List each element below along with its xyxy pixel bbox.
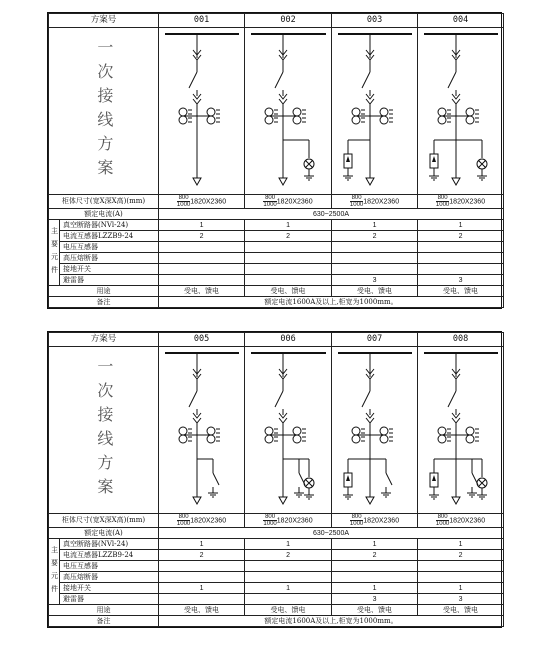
ground-icon xyxy=(477,176,487,180)
current-transformer-symbol xyxy=(466,108,474,116)
outgoing-arrow-symbol xyxy=(193,178,201,185)
component-qty xyxy=(245,253,332,264)
plan-number: 008 xyxy=(418,333,504,347)
component-name: 高压熔断器 xyxy=(60,572,159,583)
plan-number-label: 方案号 xyxy=(49,333,159,347)
component-qty xyxy=(159,275,245,286)
ground-icon xyxy=(304,176,314,180)
component-qty: 2 xyxy=(418,550,504,561)
wiring-diagram xyxy=(332,28,418,195)
outgoing-arrow-symbol xyxy=(366,178,374,185)
ground-icon xyxy=(467,493,477,497)
indicator-lamp-icon xyxy=(479,161,486,168)
component-qty xyxy=(332,242,418,253)
note-label: 备注 xyxy=(49,616,159,627)
current-value: 630~2500A xyxy=(159,528,504,539)
arrester-arrow-icon xyxy=(432,156,436,162)
current-transformer-symbol xyxy=(207,435,215,443)
component-qty xyxy=(418,253,504,264)
component-qty: 3 xyxy=(418,594,504,605)
size-row-label: 柜体尺寸(宽X深X高)(mm) xyxy=(49,514,159,528)
usage-value: 受电、馈电 xyxy=(332,605,418,616)
component-name: 电压互感器 xyxy=(60,242,159,253)
components-label: 主要元件 xyxy=(49,539,60,605)
plan-number: 002 xyxy=(245,14,332,28)
current-transformer-symbol xyxy=(466,116,474,124)
ground-switch-symbol xyxy=(386,473,392,485)
ground-icon xyxy=(477,495,487,499)
current-row-label: 额定电流(A) xyxy=(49,528,159,539)
component-qty: 1 xyxy=(159,539,245,550)
component-qty: 3 xyxy=(418,275,504,286)
ground-icon xyxy=(343,495,353,499)
scheme-sheet-2 xyxy=(47,331,502,628)
current-transformer-symbol xyxy=(265,427,273,435)
component-qty xyxy=(245,242,332,253)
current-transformer-symbol xyxy=(293,435,301,443)
note-value: 额定电流1600A及以上,柜宽为1000mm。 xyxy=(159,297,504,308)
usage-value: 受电、馈电 xyxy=(245,286,332,297)
indicator-lamp-icon xyxy=(479,480,486,487)
wiring-diagram xyxy=(159,347,245,514)
ground-icon xyxy=(429,495,439,499)
usage-value: 受电、馈电 xyxy=(418,605,504,616)
ground-icon xyxy=(304,495,314,499)
wiring-diagram xyxy=(418,347,504,514)
arrester-arrow-icon xyxy=(346,475,350,481)
component-qty xyxy=(159,594,245,605)
usage-label: 用途 xyxy=(49,286,159,297)
component-qty xyxy=(159,264,245,275)
current-transformer-symbol xyxy=(352,108,360,116)
current-transformer-symbol xyxy=(293,427,301,435)
ct-secondary-symbol xyxy=(475,429,479,441)
ground-icon xyxy=(208,493,218,497)
component-qty: 2 xyxy=(418,231,504,242)
component-qty xyxy=(332,264,418,275)
current-transformer-symbol xyxy=(207,116,215,124)
usage-value: 受电、馈电 xyxy=(159,286,245,297)
current-transformer-symbol xyxy=(380,108,388,116)
breaker-symbol xyxy=(275,391,283,407)
ground-icon xyxy=(429,176,439,180)
component-qty: 1 xyxy=(245,220,332,231)
outgoing-arrow-symbol xyxy=(193,497,201,504)
outgoing-arrow-symbol xyxy=(279,497,287,504)
component-qty: 2 xyxy=(332,231,418,242)
note-value: 额定电流1600A及以上,柜宽为1000mm。 xyxy=(159,616,504,627)
current-transformer-symbol xyxy=(179,435,187,443)
ground-icon xyxy=(294,493,304,497)
component-qty xyxy=(332,253,418,264)
wiring-diagram xyxy=(245,347,332,514)
current-transformer-symbol xyxy=(207,108,215,116)
component-qty: 1 xyxy=(245,539,332,550)
arrester-arrow-icon xyxy=(432,475,436,481)
component-qty: 3 xyxy=(332,594,418,605)
scheme-sheet-1 xyxy=(47,12,502,309)
current-transformer-symbol xyxy=(466,435,474,443)
size-value: $\frac{800}{1000}$ 1820X2360 xyxy=(245,195,332,209)
component-qty xyxy=(159,572,245,583)
component-qty: 1 xyxy=(418,583,504,594)
component-qty: 1 xyxy=(332,220,418,231)
component-qty xyxy=(418,561,504,572)
wiring-diagram xyxy=(245,28,332,195)
breaker-symbol xyxy=(362,391,370,407)
current-transformer-symbol xyxy=(265,116,273,124)
current-transformer-symbol xyxy=(179,427,187,435)
component-qty: 2 xyxy=(245,231,332,242)
component-qty: 2 xyxy=(245,550,332,561)
current-transformer-symbol xyxy=(466,427,474,435)
components-label: 主要元件 xyxy=(49,220,60,286)
plan-number: 001 xyxy=(159,14,245,28)
component-name: 接地开关 xyxy=(60,583,159,594)
component-qty xyxy=(245,275,332,286)
outgoing-arrow-symbol xyxy=(452,497,460,504)
component-qty: 1 xyxy=(418,220,504,231)
wiring-diagram xyxy=(332,347,418,514)
component-qty xyxy=(245,572,332,583)
current-transformer-symbol xyxy=(265,108,273,116)
plan-number: 005 xyxy=(159,333,245,347)
component-qty xyxy=(418,242,504,253)
component-qty: 1 xyxy=(332,539,418,550)
current-transformer-symbol xyxy=(179,108,187,116)
current-transformer-symbol xyxy=(380,435,388,443)
size-value: $\frac{800}{1000}$ 1820X2360 xyxy=(332,514,418,528)
plan-number: 007 xyxy=(332,333,418,347)
breaker-symbol xyxy=(448,72,456,88)
component-qty: 2 xyxy=(159,231,245,242)
component-qty: 1 xyxy=(159,583,245,594)
diagram-title xyxy=(49,347,159,514)
component-name: 真空断路器(NVl-24) xyxy=(60,539,159,550)
component-name: 真空断路器(NVl-24) xyxy=(60,220,159,231)
component-name: 高压熔断器 xyxy=(60,253,159,264)
breaker-symbol xyxy=(362,72,370,88)
plan-number: 003 xyxy=(332,14,418,28)
plan-number: 004 xyxy=(418,14,504,28)
size-value: $\frac{800}{1000}$ 1820X2360 xyxy=(159,195,245,209)
ground-switch-symbol xyxy=(213,473,219,485)
current-transformer-symbol xyxy=(265,435,273,443)
ct-secondary-symbol xyxy=(475,110,479,122)
usage-value: 受电、馈电 xyxy=(245,605,332,616)
current-transformer-symbol xyxy=(352,435,360,443)
note-label: 备注 xyxy=(49,297,159,308)
component-qty: 2 xyxy=(159,550,245,561)
component-name: 电流互感器LZZB9-24 xyxy=(60,550,159,561)
current-row-label: 额定电流(A) xyxy=(49,209,159,220)
current-value: 630~2500A xyxy=(159,209,504,220)
usage-value: 受电、馈电 xyxy=(332,286,418,297)
plan-number: 006 xyxy=(245,333,332,347)
wiring-diagram xyxy=(159,28,245,195)
current-transformer-symbol xyxy=(207,427,215,435)
usage-label: 用途 xyxy=(49,605,159,616)
current-transformer-symbol xyxy=(438,108,446,116)
indicator-lamp-icon xyxy=(306,480,313,487)
ct-secondary-symbol xyxy=(216,429,220,441)
diagram-title-text: 一次接线方案 xyxy=(94,358,114,502)
component-qty xyxy=(159,253,245,264)
ct-secondary-symbol xyxy=(389,110,393,122)
component-name: 接地开关 xyxy=(60,264,159,275)
component-name: 电流互感器LZZB9-24 xyxy=(60,231,159,242)
diagram-title xyxy=(49,28,159,195)
ground-icon xyxy=(381,493,391,497)
current-transformer-symbol xyxy=(438,427,446,435)
component-qty xyxy=(245,561,332,572)
plan-number-label: 方案号 xyxy=(49,14,159,28)
component-qty: 2 xyxy=(332,550,418,561)
size-value: $\frac{800}{1000}$ 1820X2360 xyxy=(418,195,504,209)
ground-icon xyxy=(343,176,353,180)
wiring-diagram xyxy=(418,28,504,195)
current-transformer-symbol xyxy=(380,427,388,435)
usage-value: 受电、馈电 xyxy=(159,605,245,616)
component-qty xyxy=(418,264,504,275)
current-transformer-symbol xyxy=(293,116,301,124)
component-qty: 1 xyxy=(159,220,245,231)
component-qty xyxy=(332,572,418,583)
current-transformer-symbol xyxy=(293,108,301,116)
component-name: 避雷器 xyxy=(60,275,159,286)
component-name: 电压互感器 xyxy=(60,561,159,572)
breaker-symbol xyxy=(189,391,197,407)
component-name: 避雷器 xyxy=(60,594,159,605)
breaker-symbol xyxy=(275,72,283,88)
indicator-lamp-icon xyxy=(306,161,313,168)
size-value: $\frac{800}{1000}$ 1820X2360 xyxy=(418,514,504,528)
component-qty: 1 xyxy=(332,583,418,594)
ct-secondary-symbol xyxy=(216,110,220,122)
size-value: $\frac{800}{1000}$ 1820X2360 xyxy=(332,195,418,209)
component-qty xyxy=(332,561,418,572)
component-qty: 1 xyxy=(418,539,504,550)
current-transformer-symbol xyxy=(438,435,446,443)
current-transformer-symbol xyxy=(352,427,360,435)
component-qty xyxy=(159,561,245,572)
component-qty xyxy=(418,572,504,583)
size-row-label: 柜体尺寸(宽X深X高)(mm) xyxy=(49,195,159,209)
outgoing-arrow-symbol xyxy=(279,178,287,185)
component-qty: 3 xyxy=(332,275,418,286)
current-transformer-symbol xyxy=(352,116,360,124)
current-transformer-symbol xyxy=(438,116,446,124)
arrester-arrow-icon xyxy=(346,156,350,162)
diagram-title-text: 一次接线方案 xyxy=(94,39,114,183)
component-qty xyxy=(245,264,332,275)
component-qty xyxy=(159,242,245,253)
usage-value: 受电、馈电 xyxy=(418,286,504,297)
ct-secondary-symbol xyxy=(302,429,306,441)
component-qty: 1 xyxy=(245,583,332,594)
component-qty xyxy=(245,594,332,605)
ct-secondary-symbol xyxy=(389,429,393,441)
size-value: $\frac{800}{1000}$ 1820X2360 xyxy=(159,514,245,528)
outgoing-arrow-symbol xyxy=(452,178,460,185)
current-transformer-symbol xyxy=(380,116,388,124)
breaker-symbol xyxy=(448,391,456,407)
size-value: $\frac{800}{1000}$ 1820X2360 xyxy=(245,514,332,528)
current-transformer-symbol xyxy=(179,116,187,124)
ct-secondary-symbol xyxy=(302,110,306,122)
outgoing-arrow-symbol xyxy=(366,497,374,504)
breaker-symbol xyxy=(189,72,197,88)
